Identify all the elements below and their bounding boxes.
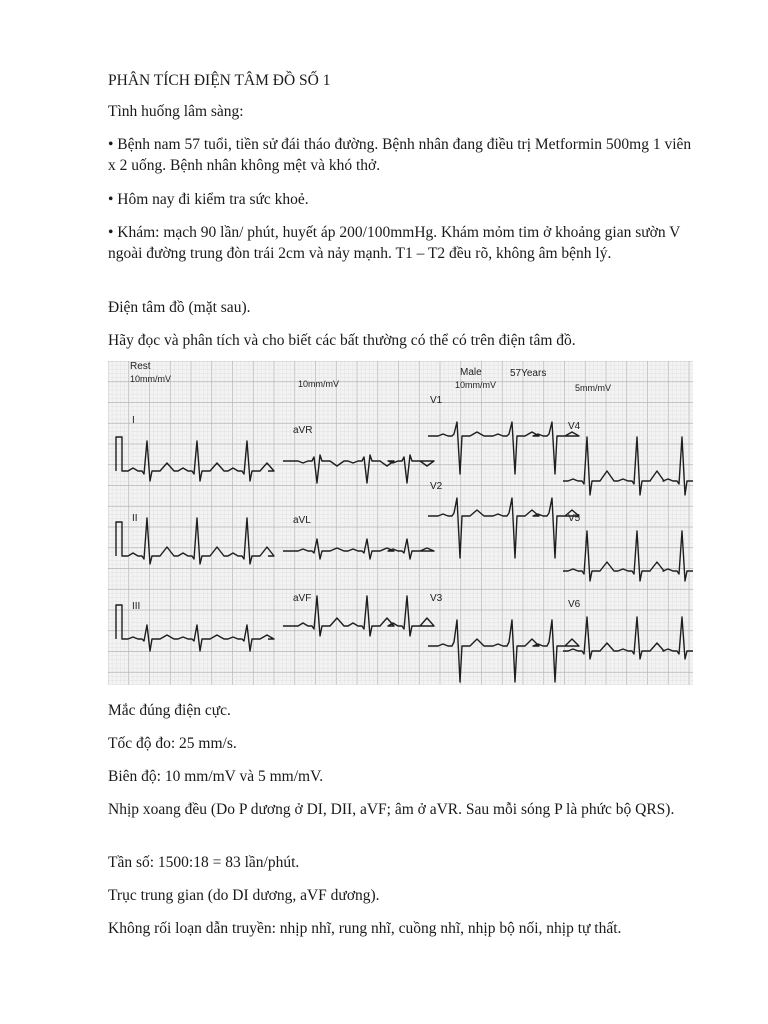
ecg-lead-label: I — [132, 415, 135, 426]
ecg-sex-label: Male — [460, 367, 482, 378]
question: Hãy đọc và phân tích và cho biết các bất thường có thể có trên điện tâm đồ. — [108, 332, 576, 349]
ecg-rest-label: Rest — [130, 361, 151, 372]
ecg-lead-label: V2 — [430, 481, 443, 492]
ecg-lead-label: V4 — [568, 421, 581, 432]
finding-rhythm: Nhịp xoang đều (Do P dương ở DI, DII, aVF; âm ở aVR. Sau mỗi sóng P là phức bộ QRS). — [108, 801, 675, 818]
ecg-gain-label: 10mm/mV — [130, 374, 172, 384]
bullet-checkup: • Hôm nay đi kiểm tra sức khoẻ. — [108, 191, 309, 208]
finding-conduction: Không rối loạn dẫn truyền: nhịp nhĩ, rung nhĩ, cuồng nhĩ, nhịp bộ nối, nhịp tự thất. — [108, 920, 622, 937]
bullet-patient-history: • Bệnh nam 57 tuổi, tiền sử đái tháo đường. Bệnh nhân đang điều trị Metformin 500mg 1 viên x 2 uống. Bệnh nhân không mệt và khó thở. — [108, 136, 692, 174]
ecg-lead-label: V6 — [568, 599, 581, 610]
ecg-lead-label: V3 — [430, 593, 443, 604]
ecg-lead-label: V5 — [568, 513, 581, 524]
ecg-gain-label: 10mm/mV — [298, 379, 340, 389]
ecg-strip — [108, 361, 693, 685]
finding-speed: Tốc độ đo: 25 mm/s. — [108, 735, 237, 752]
finding-rate: Tần số: 1500:18 = 83 lần/phút. — [108, 854, 300, 871]
page-title: PHÂN TÍCH ĐIỆN TÂM ĐỒ SỐ 1 — [108, 72, 331, 89]
ecg-lead-label: aVF — [293, 593, 312, 604]
finding-axis: Trục trung gian (do DI dương, aVF dương). — [108, 887, 380, 904]
ecg-lead-label: III — [132, 601, 141, 612]
ecg-gain-label: 5mm/mV — [575, 383, 611, 393]
ecg-lead-label: II — [132, 513, 138, 524]
finding-amplitude: Biên độ: 10 mm/mV và 5 mm/mV. — [108, 768, 324, 785]
ecg-caption: Điện tâm đồ (mặt sau). — [108, 299, 251, 316]
ecg-lead-label: aVL — [293, 515, 311, 526]
bullet-exam: • Khám: mạch 90 lần/ phút, huyết áp 200/100mmHg. Khám mỏm tim ở khoảng gian sườn V ngoài đường trung đòn trái 2cm và nảy mạnh. T1 – T2 đều rõ, không âm bệnh lý. — [108, 224, 681, 262]
ecg-age-label: 57Years — [510, 368, 547, 379]
ecg-lead-label: V1 — [430, 395, 443, 406]
ecg-gain-label: 10mm/mV — [455, 380, 497, 390]
finding-electrodes: Mắc đúng điện cực. — [108, 702, 231, 719]
situation-heading: Tình huống lâm sàng: — [108, 103, 244, 120]
ecg-lead-label: aVR — [293, 425, 313, 436]
ecg-image — [108, 361, 693, 685]
